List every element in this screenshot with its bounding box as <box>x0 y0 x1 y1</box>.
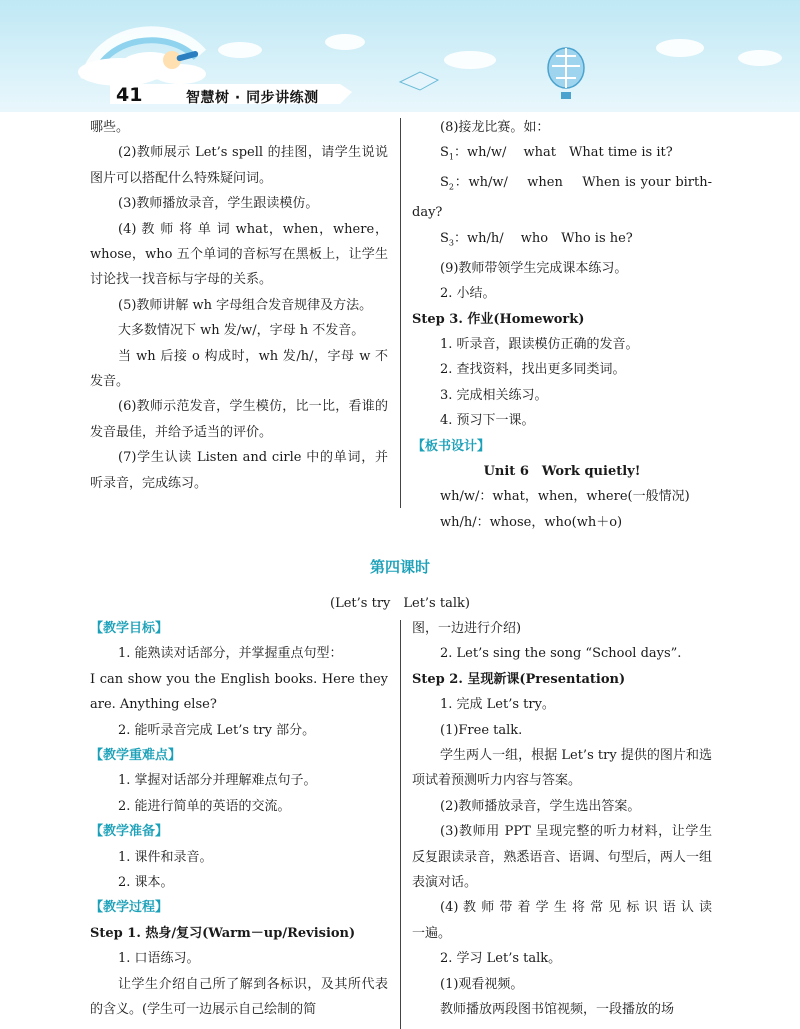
paragraph: 哪些。 <box>90 120 130 135</box>
paragraph: 让学生介绍自己所了解到各标识，及其所代表的含义。(学生可一边展示自己绘制的简 <box>90 976 388 1018</box>
paragraph: 学生两人一组，根据 Let’s try 提供的图片和选项试着预测听力内容与答案。 <box>412 748 712 789</box>
paragraph: 大多数情况下 wh 发/w/，字母 h 不发音。 <box>118 323 365 339</box>
paragraph: (6)教师示范发音，学生模仿，比一比，看谁的发音最佳，并给予适当的评价。 <box>90 399 388 440</box>
step-heading: Step 2. 呈现新课(Presentation) <box>412 671 626 687</box>
paragraph: (4) 教 师 带 着 学 生 将 常 见 标 识 语 认 读 一遍。 <box>412 900 712 941</box>
key-sentences: I can show you the English books. Here they are. Anything else? <box>90 671 388 713</box>
paragraph: (3)教师播放录音，学生跟读模仿。 <box>118 196 319 212</box>
paragraph: 图，一边进行介绍) <box>412 621 522 636</box>
paragraph: (8)接龙比赛。如： <box>440 120 550 135</box>
section-tag-board-design: 【板书设计】 <box>412 438 491 454</box>
step-heading: Step 3. 作业(Homework) <box>412 311 585 327</box>
bottom-left-column <box>90 616 388 1023</box>
paragraph: 1. 口语练习。 <box>118 951 200 967</box>
dialogue-line-s1: $S_1$：wh/w/ what What time is it? <box>440 145 673 162</box>
paragraph: 1. 完成 Let’s try。 <box>440 697 555 713</box>
dialogue-line-s3: $S_3$：wh/h/ who Who is he? <box>440 230 633 248</box>
book-title: 智慧树 · 同步讲练测 <box>186 90 319 106</box>
bottom-right-column <box>412 616 712 1023</box>
paragraph: 2. 小结。 <box>440 286 496 302</box>
paragraph: (3)教师用 PPT 呈现完整的听力材料，让学生反复跟读录音，熟悉语音、语调、句型后，两人一组表演对话。 <box>412 824 712 891</box>
step-heading: Step 1. 热身/复习(Warm－up/Revision) <box>90 925 356 941</box>
paragraph: 1. 能熟读对话部分，并掌握重点句型： <box>118 646 343 662</box>
paragraph: 1. 课件和录音。 <box>118 849 213 865</box>
paragraph: 2. 课本。 <box>118 875 174 891</box>
board-title: Unit 6 Work quietly! <box>483 464 641 480</box>
section-tag-preparation: 【教学准备】 <box>90 824 169 840</box>
paragraph: 2. Let’s sing the song “School days”. <box>440 646 682 662</box>
section-tag-key-points: 【教学重难点】 <box>90 748 182 764</box>
section-tag-process: 【教学过程】 <box>90 900 169 916</box>
paragraph: (2)教师播放录音，学生选出答案。 <box>440 798 641 814</box>
top-right-column <box>412 115 712 535</box>
paragraph: (2)教师展示 Let’s spell 的挂图，请学生说说图片可以搭配什么特殊疑问词。 <box>90 145 388 186</box>
paragraph: 2. 能进行简单的英语的交流。 <box>118 798 291 814</box>
paragraph: 教师播放两段图书馆视频，一段播放的场 <box>440 1002 675 1018</box>
homework-item: 2. 查找资料，找出更多同类词。 <box>440 362 626 378</box>
top-left-column <box>90 115 388 496</box>
page-number: 41 <box>116 84 143 106</box>
lesson-subtitle: (Let’s try Let’s talk) <box>330 596 470 611</box>
homework-item: 1. 听录音，跟读模仿正确的发音。 <box>440 337 639 353</box>
board-line: wh/h/：whose，who(wh＋o) <box>440 514 623 530</box>
paragraph: 当 wh 后接 o 构成时，wh 发/h/，字母 w 不发音。 <box>90 348 388 390</box>
lesson-title: 第四课时 <box>369 558 430 576</box>
paragraph: (1)观看视频。 <box>440 976 524 992</box>
paragraph: 1. 掌握对话部分并理解难点句子。 <box>118 773 317 789</box>
paragraph: (9)教师带领学生完成课本练习。 <box>440 260 628 276</box>
paragraph: 2. 学习 Let’s talk。 <box>440 951 562 967</box>
homework-item: 3. 完成相关练习。 <box>440 387 548 403</box>
page-header <box>0 0 800 112</box>
paragraph: (4) 教 师 将 单 词 what，when，where，whose，who 五个单词的音标写在黑板上，让学生讨论找一找音标与字母的关系。 <box>90 221 388 288</box>
paragraph: (5)教师讲解 wh 字母组合发音规律及方法。 <box>118 297 373 313</box>
section-tag-goals: 【教学目标】 <box>90 621 169 636</box>
paragraph: (7)学生认读 Listen and cirle 中的单词，并听录音，完成练习。 <box>90 450 388 491</box>
homework-item: 4. 预习下一课。 <box>440 413 535 429</box>
column-divider-bottom <box>400 620 401 1029</box>
paragraph: (1)Free talk. <box>440 722 523 738</box>
dialogue-line-s2: $S_2$：wh/w/ when When is your birth-day? <box>412 175 712 221</box>
board-line: wh/w/：what，when，where(一般情况) <box>440 489 690 505</box>
column-divider-top <box>400 118 401 508</box>
paragraph: 2. 能听录音完成 Let’s try 部分。 <box>118 722 316 738</box>
